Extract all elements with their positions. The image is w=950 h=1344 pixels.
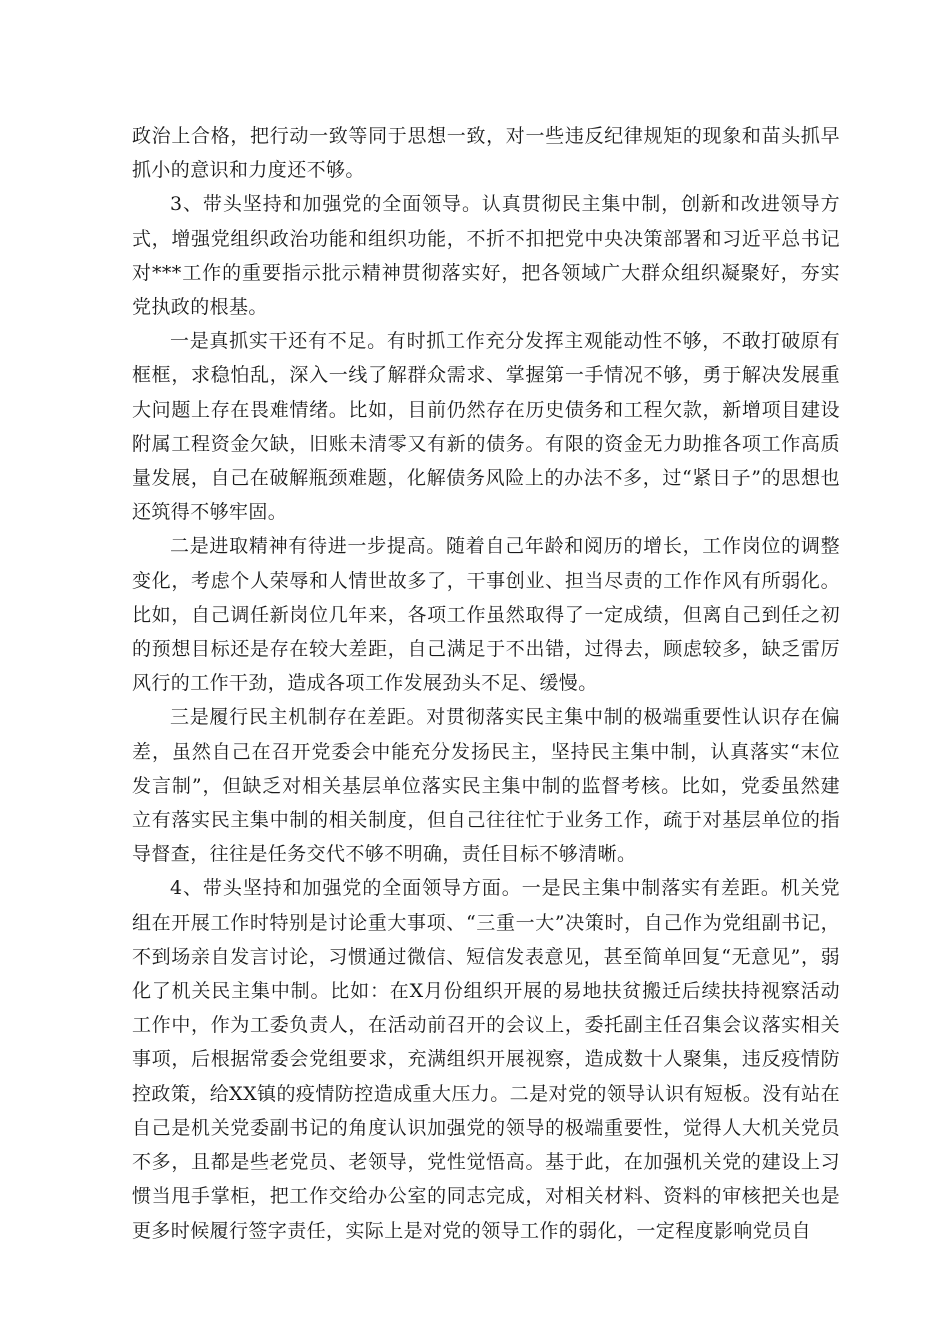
paragraph-section-4: 4、带头坚持和加强党的全面领导方面。一是民主集中制落实有差距。机关党组在开展工作时特别是讨论重大事项、“三重一大”决策时，自己作为党组副书记，不到场亲自发言讨论，习惯通过微信、短信发表意见，甚至简单回复“无意见”，弱化了机关民主集中制。比如：在X月份组织开展的易地扶贫搬迁后续扶持视察活动工作中，作为工委负责人，在活动前召开的会议上，委托副主任召集会议落实相关事项，后根据常委会党组要求，充满组织开展视察，造成数十人聚集，违反疫情防控政策，给XX镇的疫情防控造成重大压力。二是对党的领导认识有短板。没有站在自己是机关党委副书记的角度认识加强党的领导的极端重要性，觉得人大机关党员不多，且都是些老党员、老领导，党性觉悟高。基于此，在加强机关党的建设上习惯当甩手掌柜，把工作交给办公室的同志完成，对相关材料、资料的审核把关也是更多时候履行签字责任，实际上是对党的领导工作的弱化，一定程度影响党员自 bbox=[132, 877, 840, 1242]
paragraph-point-3: 三是履行民主机制存在差距。对贯彻落实民主集中制的极端重要性认识存在偏差，虽然自己在召开党委会中能充分发扬民主，坚持民主集中制，认真落实“末位发言制”，但缺乏对相关基层单位落实民主集中制的监督考核。比如，党委虽然建立有落实民主集中制的相关制度，但自己往往忙于业务工作，疏于对基层单位的指导督查，往往是任务交代不够不明确，责任目标不够清晰。 bbox=[132, 706, 840, 866]
paragraph-section-3: 3、带头坚持和加强党的全面领导。认真贯彻民主集中制，创新和改进领导方式，增强党组织政治功能和组织功能，不折不扣把党中央决策部署和习近平总书记对***工作的重要指示批示精神贯彻落实好，把各领域广大群众组织凝聚好，夯实党执政的根基。 bbox=[132, 193, 840, 319]
paragraph-continuation: 政治上合格，把行动一致等同于思想一致，对一些违反纪律规矩的现象和苗头抓早抓小的意识和力度还不够。 bbox=[132, 125, 840, 182]
paragraph-point-2: 二是进取精神有待进一步提高。随着自己年龄和阅历的增长，工作岗位的调整变化，考虑个人荣辱和人情世故多了，干事创业、担当尽责的工作作风有所弱化。比如，自己调任新岗位几年来，各项工作虽然取得了一定成绩，但离自己到任之初的预想目标还是存在较大差距，自己满足于不出错，过得去，顾虑较多，缺乏雷厉风行的工作干劲，造成各项工作发展劲头不足、缓慢。 bbox=[132, 535, 840, 695]
document-page bbox=[132, 119, 840, 1248]
paragraph-point-1: 一是真抓实干还有不足。有时抓工作充分发挥主观能动性不够，不敢打破原有框框，求稳怕乱，深入一线了解群众需求、掌握第一手情况不够，勇于解决发展重大问题上存在畏难情绪。比如，目前仍然存在历史债务和工程欠款，新增项目建设附属工程资金欠缺，旧账未清零又有新的债务。有限的资金无力助推各项工作高质量发展，自己在破解瓶颈难题，化解债务风险上的办法不多，过“紧日子”的思想也还筑得不够牢固。 bbox=[132, 330, 840, 524]
